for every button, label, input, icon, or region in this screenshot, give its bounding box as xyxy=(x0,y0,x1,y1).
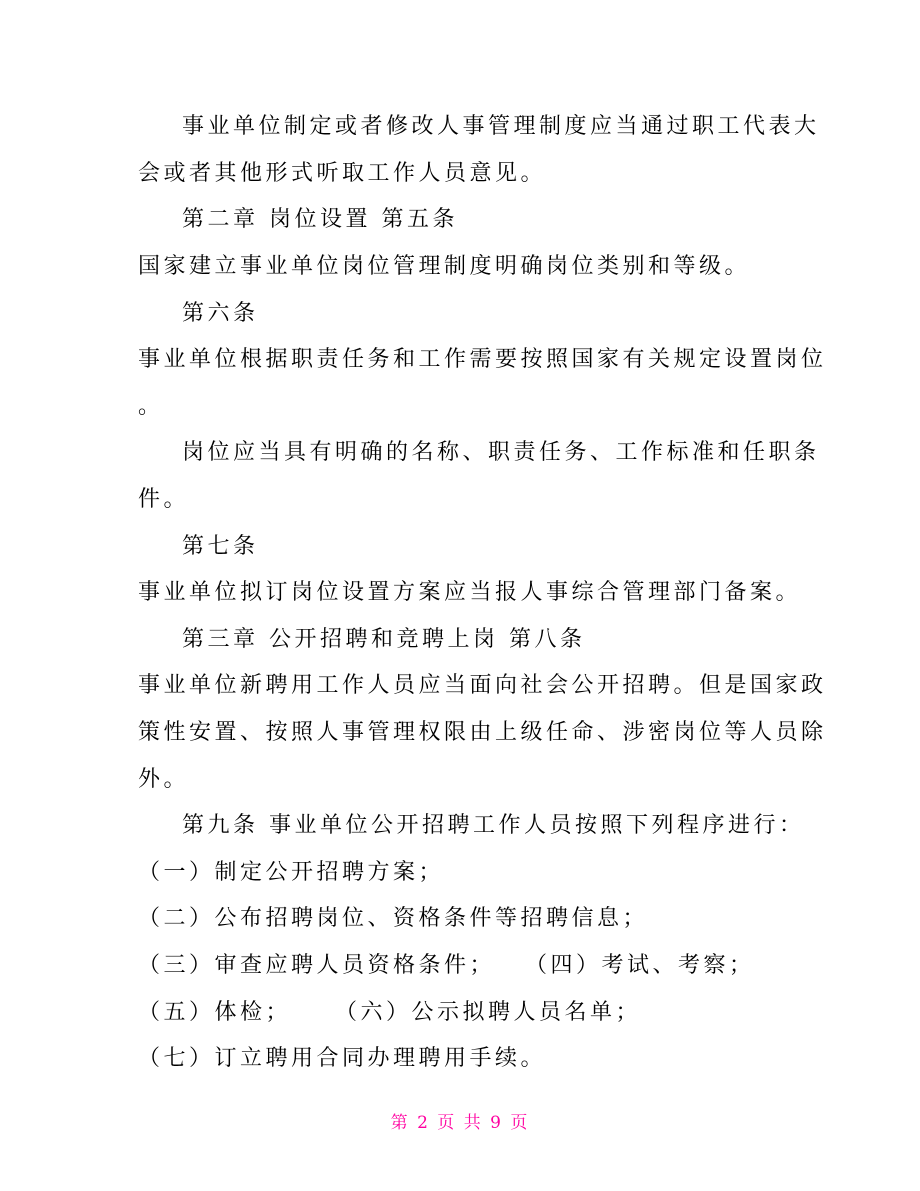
article-heading: 第七条 xyxy=(182,534,259,559)
list-item: （七）订立聘用合同办理聘用手续。 xyxy=(138,1046,547,1071)
list-item: （三）审查应聘人员资格条件； xyxy=(138,953,496,978)
paragraph-line: 策性安置、按照人事管理权限由上级任命、涉密岗位等人员除 xyxy=(138,720,827,745)
list-item: （一）制定公开招聘方案； xyxy=(138,860,445,885)
paragraph-line: 国家建立事业单位岗位管理制度明确岗位类别和等级。 xyxy=(138,254,751,279)
paragraph-line: 会或者其他形式听取工作人员意见。 xyxy=(138,161,547,186)
article-heading: 第六条 xyxy=(182,301,259,326)
list-item: （五）体检； xyxy=(138,1000,292,1025)
list-item: （二）公布招聘岗位、资格条件等招聘信息； xyxy=(138,906,649,931)
paragraph-line: 事业单位制定或者修改人事管理制度应当通过职工代表大 xyxy=(182,114,820,139)
chapter-heading: 第二章 岗位设置 第五条 xyxy=(182,207,458,232)
list-item-row xyxy=(138,948,788,984)
chapter-heading: 第三章 公开招聘和竞聘上岗 第八条 xyxy=(182,627,586,652)
list-item: （六）公示拟聘人员名单； xyxy=(335,1000,642,1025)
paragraph-line: 件。 xyxy=(138,487,190,512)
paragraph-line: 事业单位新聘用工作人员应当面向社会公开招聘。但是国家政 xyxy=(138,673,827,698)
paragraph-line: 事业单位根据职责任务和工作需要按照国家有关规定设置岗位 xyxy=(138,347,827,372)
paragraph-line: 外。 xyxy=(138,767,190,792)
paragraph-line: 岗位应当具有明确的名称、职责任务、工作标准和任职条 xyxy=(182,440,820,465)
article-heading: 第九条 事业单位公开招聘工作人员按照下列程序进行： xyxy=(182,813,805,838)
page-number-footer: 第 2 页 共 9 页 xyxy=(390,1113,530,1133)
list-item-row xyxy=(138,995,788,1031)
paragraph-line: 。 xyxy=(138,394,164,419)
list-item: （四）考试、考察； xyxy=(525,953,755,978)
paragraph-line: 事业单位拟订岗位设置方案应当报人事综合管理部门备案。 xyxy=(138,580,802,605)
